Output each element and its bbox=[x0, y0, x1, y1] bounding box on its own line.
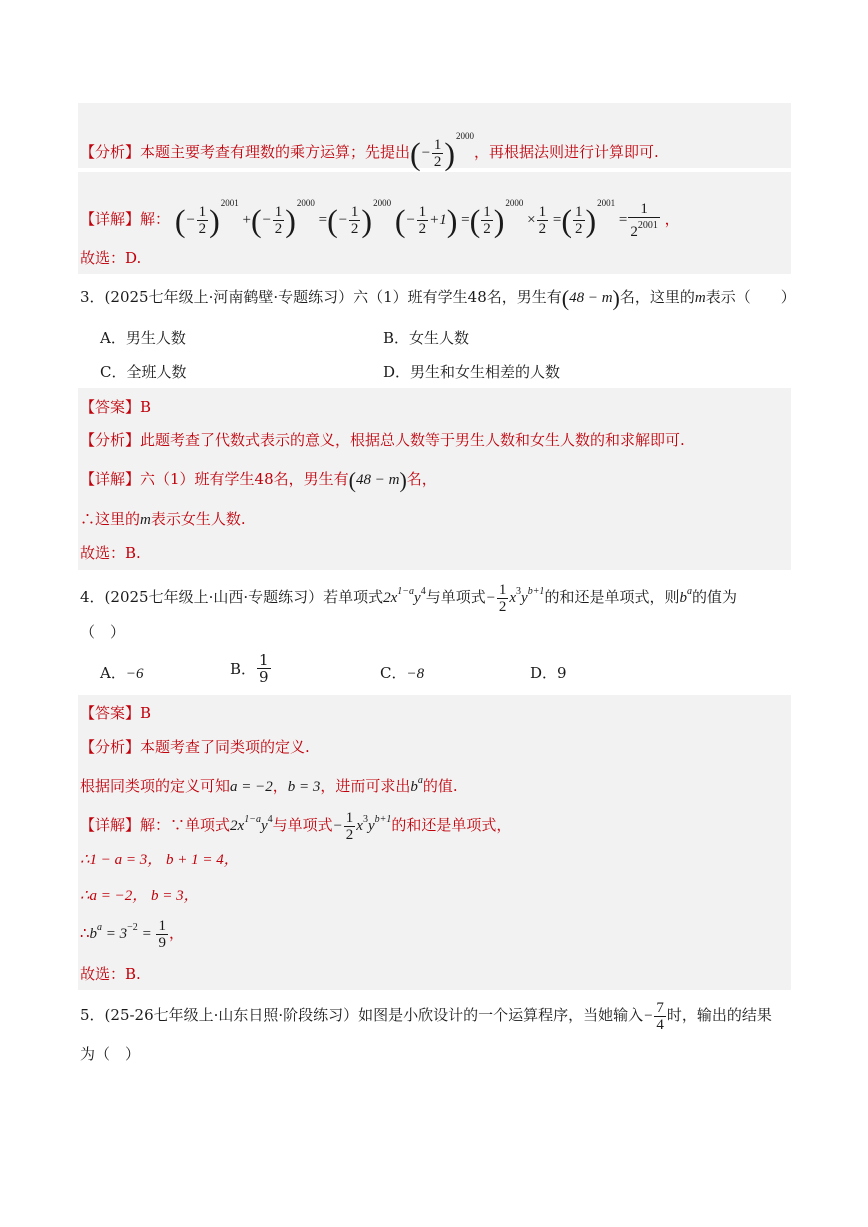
q4-option-a[interactable]: A．−6 bbox=[100, 664, 144, 682]
q4-analysis: 【分析】本题考查了同类项的定义. bbox=[80, 738, 310, 756]
q4-option-b[interactable]: B． $\frac{1}{9}$ bbox=[230, 651, 269, 686]
q2-detail-line bbox=[80, 193, 680, 240]
q3-analysis: 【分析】此题考查了代数式表示的意义，根据总人数等于男生人数和女生人数的和求解即可. bbox=[80, 431, 685, 449]
q2-detail-formula: (− $\frac{1}{2}$ )$^{2001}$ +(− $\frac{1}{2}$ )$^{2000}$ =(− $\frac{1}{2}$ )$^{2000}$ (− $\frac{1}{2}$ +1) =( $\frac{1}{2}$ )$^{2000}$ × $\frac{1}{2}$ =( $\frac{1}{2}$ )$^{2001}$ = $\frac{1}{2^{2001}}$ bbox=[174, 198, 658, 241]
q5-stem-line2: 为（ ） bbox=[80, 1045, 141, 1063]
q4-paren: （ ） bbox=[80, 623, 126, 641]
q4-option-d[interactable]: D．9 bbox=[530, 664, 567, 682]
q3-conclusion: ∴这里的m表示女生人数. bbox=[80, 510, 246, 528]
q2-analysis-formula: (− $\frac{1}{2}$ )$^{2000}$ bbox=[410, 131, 474, 172]
q4-detail: 【详解】解：∵单项式$2x^{1-a}y^4$与单项式− $\frac{1}{2}$ $x^3y^{b+1}$的和还是单项式， bbox=[80, 810, 512, 844]
detail-tag: 【详解】 bbox=[80, 210, 141, 228]
q2-analysis-tail: ，再根据法则进行计算即可. bbox=[473, 143, 659, 161]
q2-detail-intro: 解： bbox=[140, 210, 171, 228]
q3-option-a[interactable]: A．男生人数 bbox=[100, 329, 186, 347]
q3-stem: 3．(2025七年级上·河南鹤壁·专题练习）六（1）班有学生48名，男生有(48 − m)名，这里的m表示（ ） bbox=[80, 285, 796, 311]
q4-step-1: ∴1 − a = 3， b + 1 = 4， bbox=[80, 852, 239, 868]
q4-stem: 4．(2025七年级上·山西·专题练习）若单项式$2x^{1-a}y^4$与单项式− $\frac{1}{2}$ $x^3y^{b+1}$的和还是单项式，则$b^a$的值为 bbox=[80, 582, 737, 616]
q3-choice: 故选：B. bbox=[80, 544, 141, 562]
q2-analysis-text: 本题主要考查有理数的乘方运算；先提出 bbox=[140, 143, 411, 161]
analysis-tag: 【分析】 bbox=[80, 143, 141, 161]
q4-choice: 故选：B. bbox=[80, 965, 141, 983]
q3-option-d[interactable]: D．男生和女生相差的人数 bbox=[383, 363, 561, 381]
q4-step-3: $\therefore b^a = 3^{-2}$ = $\frac{1}{9}$ ， bbox=[80, 918, 184, 952]
q4-option-c[interactable]: C．−8 bbox=[380, 664, 425, 682]
q2-choice: 故选：D. bbox=[80, 249, 142, 267]
q2-detail-tail: ， bbox=[664, 210, 680, 228]
q2-analysis-line bbox=[80, 126, 659, 170]
q4-analysis-2: 根据同类项的定义可知a = −2，b = 3，进而可求出$b^a$的值. bbox=[80, 775, 458, 795]
q3-answer: 【答案】B bbox=[80, 398, 152, 416]
q4-step-2: ∴a = −2， b = 3， bbox=[80, 888, 199, 904]
q5-stem: 5．(25-26七年级上·山东日照·阶段练习）如图是小欣设计的一个运算程序，当她输入− $\frac{7}{4}$ 时，输出的结果 bbox=[80, 1000, 772, 1033]
q3-option-c[interactable]: C．全班人数 bbox=[100, 363, 187, 381]
q4-answer: 【答案】B bbox=[80, 704, 152, 722]
q3-option-b[interactable]: B．女生人数 bbox=[383, 329, 470, 347]
q3-detail: 【详解】六（1）班有学生48名，男生有(48 − m)名， bbox=[80, 467, 437, 493]
